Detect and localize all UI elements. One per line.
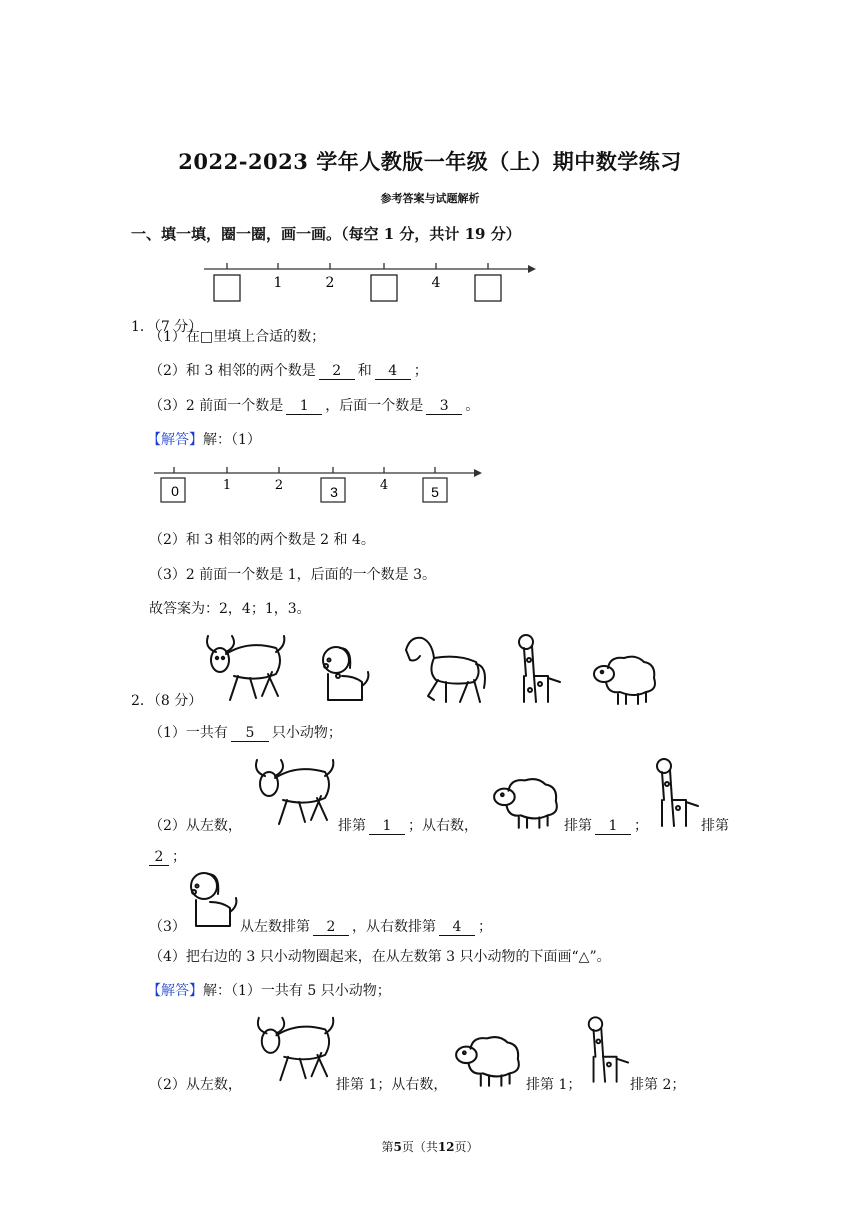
q1-part1: （1）在□里填上合适的数； — [149, 329, 326, 345]
answer-blank: 3 — [426, 399, 462, 415]
tick-label: 2 — [274, 478, 284, 493]
answer-number-line — [150, 464, 490, 509]
page-subtitle: 参考答案与试题解析 — [380, 192, 480, 205]
page-title: 2022-2023 学年人教版一年级（上）期中数学练习 — [178, 149, 682, 174]
question-number-line — [200, 258, 540, 308]
q2-answer-1: 【解答】解：（1）一共有 5 只小动物； — [147, 983, 391, 999]
q2-part2-mid: 排第 1 ；从右数， — [338, 818, 478, 834]
answer-blank: 2 — [319, 364, 355, 380]
answer-box-value: 3 — [330, 484, 338, 500]
page-number: 5 — [393, 1140, 402, 1154]
cow-icon — [248, 1008, 338, 1088]
q1-answer-2: （2）和 3 相邻的两个数是 2 和 4。 — [149, 532, 375, 548]
answer-blank: 4 — [439, 920, 475, 936]
blank-box — [475, 275, 501, 301]
horse-icon — [398, 632, 490, 708]
page-footer: 第5页（共12页） — [381, 1140, 479, 1154]
q1-part2: （2）和 3 相邻的两个数是 2 和 4 ； — [149, 363, 428, 379]
answer-tag: 【解答】 — [147, 983, 203, 999]
q2-answer-2-b: 排第 1； — [526, 1077, 582, 1093]
q2-part2-prefix: （2）从左数， — [149, 818, 242, 834]
giraffe-icon — [512, 632, 564, 708]
answer-box-value: 0 — [171, 483, 179, 499]
answer-blank: 2 — [313, 920, 349, 936]
answer-box-value: 5 — [431, 484, 439, 500]
question-number: 1．（7 分） — [131, 319, 203, 335]
q1-answer-heading: 【解答】解：（1） — [147, 432, 261, 448]
sheep-icon — [590, 652, 660, 706]
sheep-icon — [452, 1032, 524, 1088]
blank-box — [214, 275, 240, 301]
tick-label: 2 — [325, 275, 335, 291]
answer-blank: 1 — [595, 819, 631, 835]
q2-answer-2-prefix: （2）从左数， — [149, 1077, 242, 1093]
q2-part2-wrap: 2 ； — [149, 846, 186, 866]
section-heading: 一、填一填，圈一圈，画一画。（每空 1 分，共计 19 分） — [131, 225, 521, 243]
q2-part2-rank3: 排第 — [701, 818, 729, 834]
question-number: 2．（8 分） — [131, 693, 203, 709]
answer-blank: 1 — [286, 399, 322, 415]
q2-part1: （1）一共有 5 只小动物； — [149, 725, 342, 741]
sheep-icon — [490, 774, 562, 830]
cow-icon — [246, 750, 338, 832]
giraffe-icon — [650, 756, 702, 832]
q2-part3: 从左数排第 2 ，从右数排第 4 ； — [240, 919, 492, 935]
q2-answer-2-c: 排第 2； — [630, 1077, 686, 1093]
tick-label: 1 — [222, 478, 232, 493]
q2-part4: （4）把右边的 3 只小动物圈起来，在从左数第 3 只小动物的下面画“△”。 — [149, 949, 611, 965]
q2-part3-prefix: （3） — [149, 919, 186, 935]
answer-tag: 【解答】 — [147, 432, 203, 448]
dog-icon — [318, 642, 374, 706]
answer-blank: 4 — [375, 364, 411, 380]
tick-label: 1 — [273, 275, 283, 291]
blank-box — [371, 275, 397, 301]
answer-blank: 5 — [231, 726, 269, 742]
q2-answer-2-a: 排第 1；从右数， — [336, 1077, 448, 1093]
q1-answer-final: 故答案为：2，4；1，3。 — [149, 601, 311, 617]
answer-blank: 1 — [369, 819, 405, 835]
answer-blank: 2 — [149, 850, 169, 866]
q2-part2-right: 排第 1 ； — [564, 818, 648, 834]
cow-icon — [198, 626, 288, 708]
giraffe-icon — [582, 1014, 632, 1088]
q1-part3: （3）2 前面一个数是 1 ，后面一个数是 3 。 — [149, 398, 480, 414]
page-total: 12 — [437, 1140, 455, 1154]
q1-answer-3: （3）2 前面一个数是 1，后面的一个数是 3。 — [149, 567, 436, 583]
dog-icon — [186, 868, 242, 932]
tick-label: 4 — [431, 275, 441, 291]
tick-label: 4 — [379, 478, 389, 493]
